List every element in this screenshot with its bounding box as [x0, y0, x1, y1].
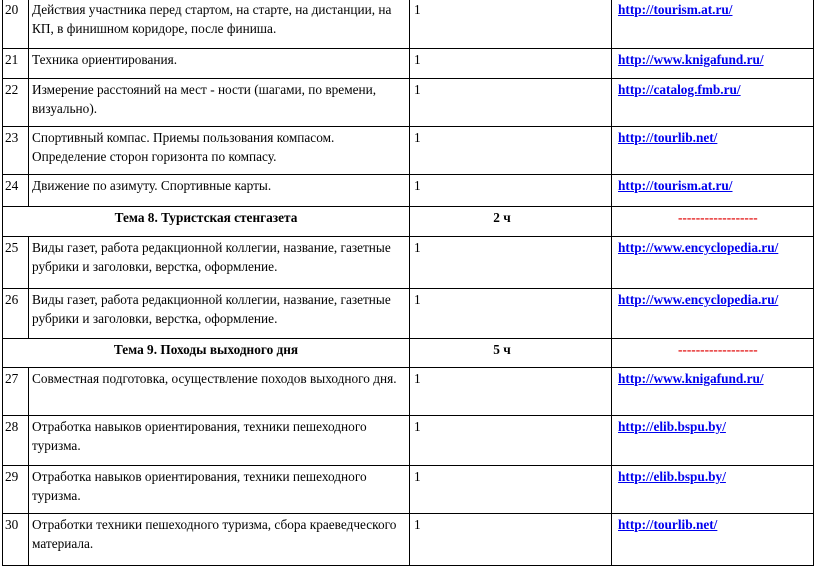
- hours-cell: 1: [410, 175, 612, 207]
- resource-cell: [612, 127, 814, 175]
- topic-cell: Измерение расстояний на мест - ности (шагами, по времени, визуально).: [29, 79, 410, 127]
- hours-cell: 1: [410, 514, 612, 566]
- resource-link[interactable]: http://catalog.fmb.ru/: [618, 82, 741, 97]
- hours-cell: 1: [410, 237, 612, 289]
- resource-link[interactable]: http://www.knigafund.ru/: [618, 371, 764, 386]
- resource-link[interactable]: http://tourlib.net/: [618, 130, 718, 145]
- topic-cell: Отработки техники пешеходного туризма, сбора краеведческого материала.: [29, 514, 410, 566]
- resource-link[interactable]: http://tourlib.net/: [618, 517, 718, 532]
- row-number: 23: [3, 127, 29, 175]
- resource-cell: [612, 416, 814, 466]
- table-row: [3, 289, 814, 339]
- row-number: 30: [3, 514, 29, 566]
- curriculum-table: [2, 0, 814, 566]
- table-row: [3, 127, 814, 175]
- table-row: [3, 416, 814, 466]
- table-row: [3, 79, 814, 127]
- resource-cell: [612, 514, 814, 566]
- table-row: [3, 466, 814, 514]
- hours-cell: 1: [410, 368, 612, 416]
- resource-link[interactable]: http://www.knigafund.ru/: [618, 52, 764, 67]
- topic-cell: Отработка навыков ориентирования, техники пешеходного туризма.: [29, 416, 410, 466]
- section-dash: ------------------: [612, 339, 814, 368]
- section-hours: 2 ч: [410, 207, 612, 237]
- section-dash: ------------------: [612, 207, 814, 237]
- resource-cell: [612, 175, 814, 207]
- resource-link[interactable]: http://elib.bspu.by/: [618, 419, 726, 434]
- resource-cell: [612, 79, 814, 127]
- resource-cell: [612, 0, 814, 49]
- row-number: 21: [3, 49, 29, 79]
- table-row: [3, 368, 814, 416]
- row-number: 24: [3, 175, 29, 207]
- row-number: 22: [3, 79, 29, 127]
- hours-cell: 1: [410, 0, 612, 49]
- resource-link[interactable]: http://www.encyclopedia.ru/: [618, 292, 779, 307]
- hours-cell: 1: [410, 127, 612, 175]
- row-number: 26: [3, 289, 29, 339]
- resource-link[interactable]: http://tourism.at.ru/: [618, 2, 733, 17]
- resource-cell: [612, 368, 814, 416]
- table-row: [3, 237, 814, 289]
- row-number: 25: [3, 237, 29, 289]
- resource-cell: [612, 237, 814, 289]
- table-row: [3, 49, 814, 79]
- topic-cell: Действия участника перед стартом, на старте, на дистанции, на КП, в финишном коридоре, после финиша.: [29, 0, 410, 49]
- section-hours: 5 ч: [410, 339, 612, 368]
- hours-cell: 1: [410, 49, 612, 79]
- row-number: 28: [3, 416, 29, 466]
- topic-cell: Спортивный компас. Приемы пользования компасом. Определение сторон горизонта по компасу.: [29, 127, 410, 175]
- topic-cell: Совместная подготовка, осуществление походов выходного дня.: [29, 368, 410, 416]
- resource-link[interactable]: http://elib.bspu.by/: [618, 469, 726, 484]
- table-row: [3, 175, 814, 207]
- section-title: Тема 8. Туристская стенгазета: [3, 207, 410, 237]
- resource-cell: [612, 289, 814, 339]
- row-number: 27: [3, 368, 29, 416]
- hours-cell: 1: [410, 416, 612, 466]
- hours-cell: 1: [410, 289, 612, 339]
- topic-cell: Виды газет, работа редакционной коллегии, название, газетные рубрики и заголовки, верстка, оформление.: [29, 289, 410, 339]
- hours-cell: 1: [410, 466, 612, 514]
- resource-link[interactable]: http://tourism.at.ru/: [618, 178, 733, 193]
- resource-cell: [612, 49, 814, 79]
- topic-cell: Виды газет, работа редакционной коллегии, название, газетные рубрики и заголовки, верстка, оформление.: [29, 237, 410, 289]
- section-row: [3, 339, 814, 368]
- section-row: [3, 207, 814, 237]
- table-row: [3, 0, 814, 49]
- row-number: 20: [3, 0, 29, 49]
- topic-cell: Отработка навыков ориентирования, техники пешеходного туризма.: [29, 466, 410, 514]
- row-number: 29: [3, 466, 29, 514]
- section-title: Тема 9. Походы выходного дня: [3, 339, 410, 368]
- topic-cell: Техника ориентирования.: [29, 49, 410, 79]
- resource-cell: [612, 466, 814, 514]
- hours-cell: 1: [410, 79, 612, 127]
- resource-link[interactable]: http://www.encyclopedia.ru/: [618, 240, 779, 255]
- table-row: [3, 514, 814, 566]
- topic-cell: Движение по азимуту. Спортивные карты.: [29, 175, 410, 207]
